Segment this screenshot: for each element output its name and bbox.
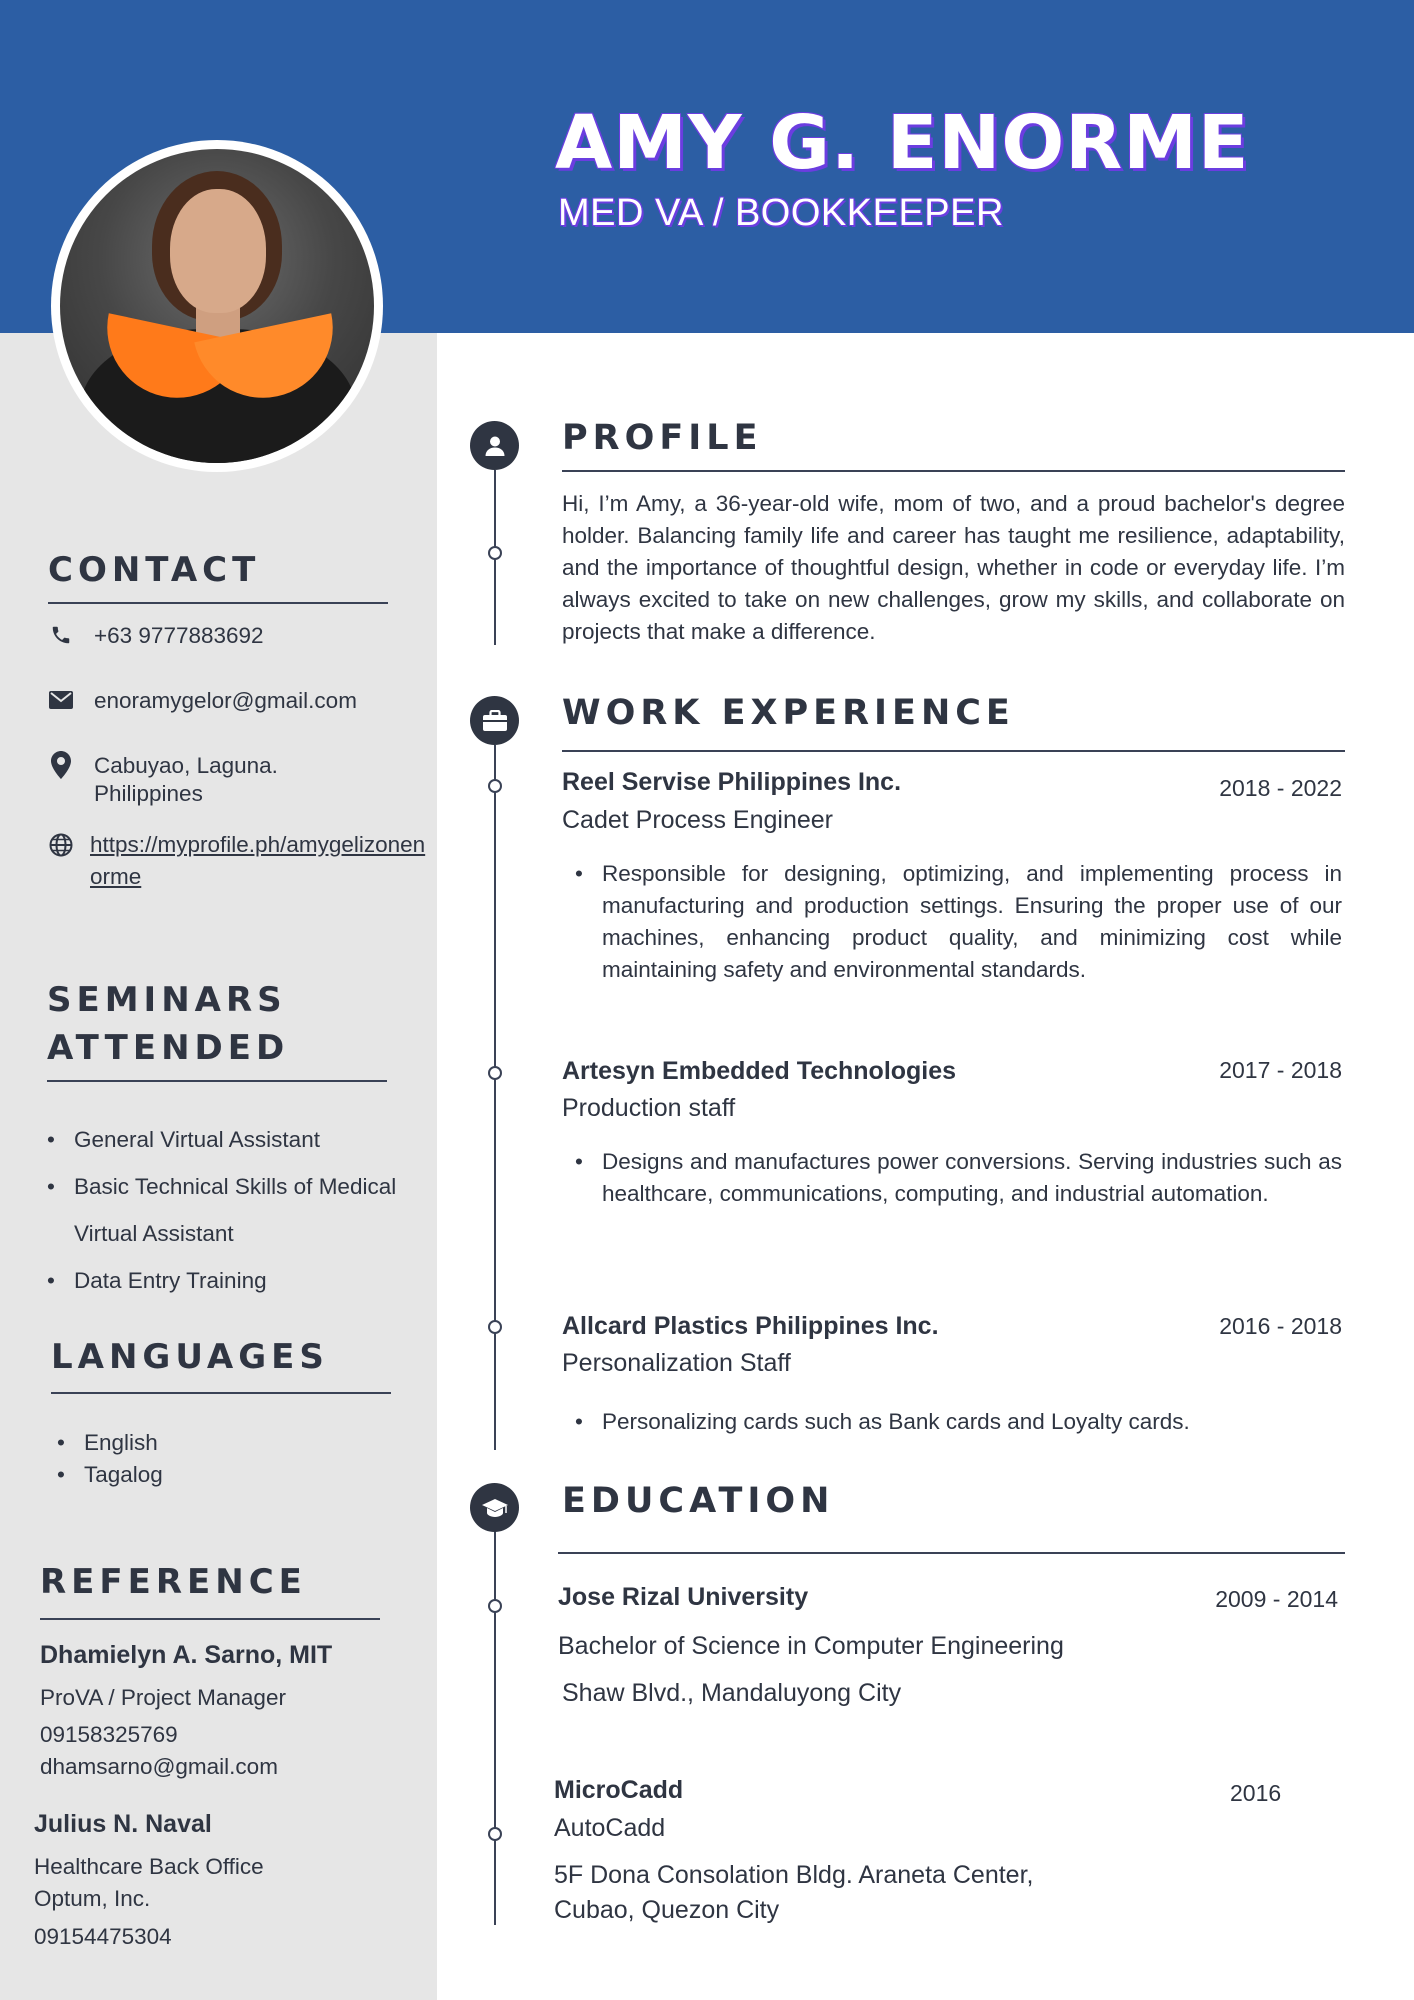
school-name: Jose Rizal University bbox=[558, 1583, 809, 1611]
reference-email: dhamsarno@gmail.com bbox=[40, 1754, 278, 1779]
reference-role: ProVA / Project Manager bbox=[40, 1685, 286, 1710]
school-address-line-1: 5F Dona Consolation Bldg. Araneta Center, bbox=[554, 1861, 1034, 1889]
seminars-heading bbox=[47, 976, 289, 1072]
school-dates: 2009 - 2014 bbox=[1215, 1586, 1338, 1612]
reference-divider bbox=[40, 1618, 380, 1620]
address-line-1: Cabuyao, Laguna. bbox=[94, 753, 278, 778]
education-divider bbox=[558, 1552, 1345, 1554]
reference-name: Julius N. Naval bbox=[34, 1810, 212, 1838]
job-role: Cadet Process Engineer bbox=[562, 806, 833, 834]
timeline-dot bbox=[488, 1827, 502, 1841]
person-name: AMY G. ENORME bbox=[555, 100, 1250, 186]
list-item: • English bbox=[57, 1427, 163, 1459]
timeline-dot bbox=[488, 1066, 502, 1080]
globe-icon bbox=[48, 832, 74, 858]
seminars-divider bbox=[47, 1080, 387, 1082]
timeline-dot bbox=[488, 1320, 502, 1334]
job-role: Personalization Staff bbox=[562, 1349, 791, 1377]
school-name: MicroCadd bbox=[554, 1776, 684, 1804]
reference-role: Healthcare Back Office bbox=[34, 1854, 264, 1879]
timeline-dot bbox=[488, 779, 502, 793]
timeline-line bbox=[494, 745, 496, 1450]
email-text: enoramygelor@gmail.com bbox=[94, 688, 357, 713]
education-heading: EDUCATION bbox=[562, 1481, 835, 1521]
location-pin-icon bbox=[48, 752, 74, 778]
reference-company: Optum, Inc. bbox=[34, 1886, 151, 1911]
seminars-heading-line-1: SEMINARS bbox=[47, 980, 287, 1020]
reference-heading: REFERENCE bbox=[40, 1562, 307, 1602]
school-address-line-2: Cubao, Quezon City bbox=[554, 1896, 780, 1924]
timeline-line bbox=[494, 1530, 496, 1925]
seminars-list bbox=[47, 1116, 396, 1304]
school-degree: AutoCadd bbox=[554, 1814, 666, 1842]
languages-list bbox=[57, 1427, 163, 1491]
profile-text: Hi, I’m Amy, a 36-year-old wife, mom of two, and a proud bachelor's degree holder. Balancing family life and career has taught me resilience, adaptability, and the importance of thoughtful design, whether in code or everyday life. I’m always excited to take on new challenges, grow my skills, and collaborate on projects that make a difference. bbox=[562, 491, 1345, 644]
graduation-cap-icon bbox=[470, 1483, 519, 1532]
list-item: • Data Entry Training bbox=[47, 1257, 396, 1304]
reference-name: Dhamielyn A. Sarno, MIT bbox=[40, 1641, 333, 1669]
contact-email bbox=[48, 687, 357, 715]
list-item: • Basic Technical Skills of Medical bbox=[47, 1163, 396, 1210]
profile-photo bbox=[51, 140, 383, 472]
school-address: Shaw Blvd., Mandaluyong City bbox=[562, 1679, 902, 1707]
address-line-2: Philippines bbox=[94, 781, 203, 806]
contact-heading: CONTACT bbox=[48, 550, 261, 590]
job-company: Artesyn Embedded Technologies bbox=[562, 1057, 957, 1085]
contact-divider bbox=[48, 602, 388, 604]
school-degree: Bachelor of Science in Computer Engineering bbox=[558, 1632, 1064, 1660]
contact-website bbox=[48, 829, 430, 893]
languages-heading: LANGUAGES bbox=[51, 1337, 329, 1377]
job-dates: 2018 - 2022 bbox=[1219, 775, 1342, 801]
profile-heading: PROFILE bbox=[562, 418, 763, 458]
languages-divider bbox=[51, 1392, 391, 1394]
list-item: Virtual Assistant bbox=[74, 1221, 234, 1246]
phone-icon bbox=[48, 622, 74, 648]
user-icon bbox=[470, 421, 519, 470]
timeline-dot bbox=[488, 1599, 502, 1613]
reference-phone: 09154475304 bbox=[34, 1924, 172, 1949]
school-dates: 2016 bbox=[1230, 1780, 1282, 1806]
list-item: • Tagalog bbox=[57, 1459, 163, 1491]
job-role: Production staff bbox=[562, 1094, 736, 1122]
job-dates: 2017 - 2018 bbox=[1219, 1057, 1342, 1083]
envelope-icon bbox=[48, 687, 74, 713]
job-dates: 2016 - 2018 bbox=[1219, 1313, 1342, 1339]
website-link[interactable]: https://myprofile.ph/amygelizonenorme bbox=[90, 832, 426, 889]
phone-text: +63 9777883692 bbox=[94, 623, 264, 648]
reference-phone: 09158325769 bbox=[40, 1722, 178, 1747]
briefcase-icon bbox=[470, 696, 519, 745]
job-company: Allcard Plastics Philippines Inc. bbox=[562, 1312, 939, 1340]
profile-divider bbox=[562, 470, 1345, 472]
contact-phone bbox=[48, 622, 264, 650]
job-company: Reel Servise Philippines Inc. bbox=[562, 768, 902, 796]
job-description: • Responsible for designing, optimizing, and implementing process in manufacturing and production settings. Ensuring the proper use of our machines, enhancing product quality, and minimizing cost while maintaining safety and environmental standards. bbox=[602, 858, 1342, 986]
contact-address bbox=[48, 752, 278, 808]
seminars-heading-line-2: ATTENDED bbox=[47, 1028, 290, 1068]
job-description: • Personalizing cards such as Bank cards and Loyalty cards. bbox=[602, 1406, 1342, 1438]
work-divider bbox=[562, 750, 1345, 752]
timeline-dot bbox=[488, 546, 502, 560]
work-heading: WORK EXPERIENCE bbox=[562, 693, 1015, 733]
job-description: • Designs and manufactures power conversions. Serving industries such as healthcare, communications, computing, and industrial automation. bbox=[602, 1146, 1342, 1210]
list-item: • General Virtual Assistant bbox=[47, 1116, 396, 1163]
job-title: MED VA / BOOKKEEPER bbox=[558, 192, 1004, 234]
